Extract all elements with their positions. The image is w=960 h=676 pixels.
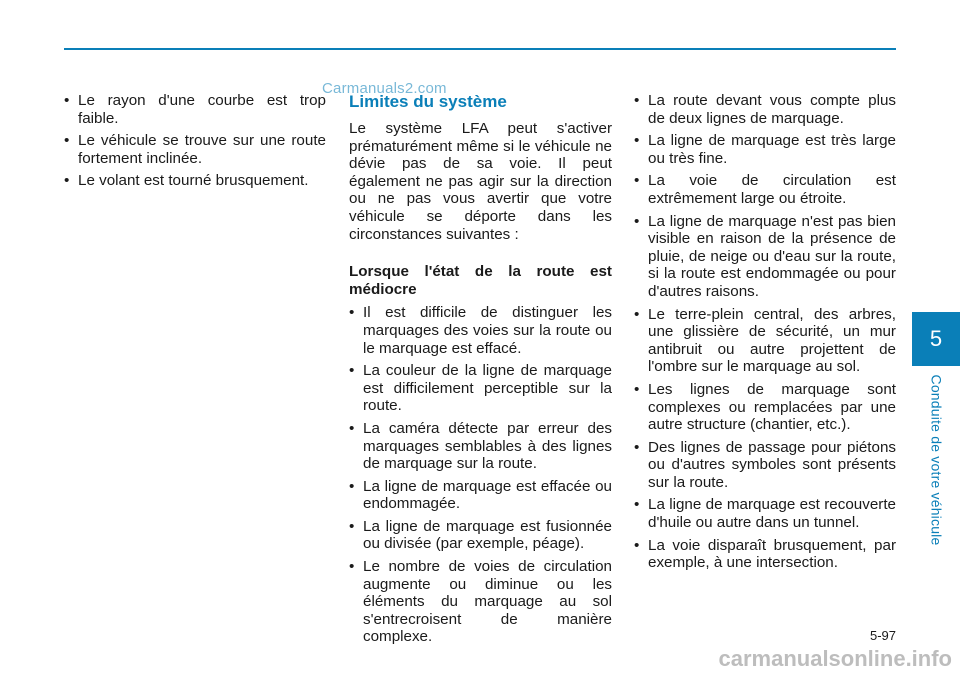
list-item: • Le rayon d'une courbe est trop faible. — [64, 92, 326, 127]
list-item: • Le véhicule se trouve sur une route fortement inclinée. — [64, 132, 326, 167]
chapter-label-text: Conduite de votre véhicule — [928, 374, 945, 546]
right-column — [634, 92, 896, 577]
middle-bullet-list — [349, 304, 612, 646]
list-item: • La voie de circulation est extrêmement large ou étroite. — [634, 172, 896, 207]
right-bullet-list — [634, 92, 896, 572]
list-item: • Il est difficile de distinguer les marquages des voies sur la route ou le marquage est effacé. — [349, 304, 612, 357]
list-item: • Des lignes de passage pour piétons ou d'autres symboles sont présents sur la route. — [634, 439, 896, 492]
middle-column — [349, 92, 612, 651]
list-item: • La route devant vous compte plus de deux lignes de marquage. — [634, 92, 896, 127]
left-bullet-list — [64, 92, 326, 190]
header-rule — [64, 48, 896, 50]
list-item: • La couleur de la ligne de marquage est difficilement perceptible sur la route. — [349, 362, 612, 415]
list-item: • La ligne de marquage est recouverte d'huile ou autre dans un tunnel. — [634, 496, 896, 531]
chapter-tab[interactable]: 5 — [912, 312, 960, 366]
watermark-top: Carmanuals2.com — [322, 80, 447, 97]
chapter-label — [924, 372, 948, 548]
list-item: • La voie disparaît brusquement, par exemple, à une intersection. — [634, 537, 896, 572]
list-item: • Le nombre de voies de circulation augmente ou diminue ou les éléments du marquage au sol s'entrecroisent de manière complexe. — [349, 558, 612, 646]
list-item: • La ligne de marquage n'est pas bien visible en raison de la présence de pluie, de neige ou d'eau sur la route, si la route est endommagée ou pour d'autres raisons. — [634, 213, 896, 301]
list-item: • La ligne de marquage est fusionnée ou divisée (par exemple, péage). — [349, 518, 612, 553]
page-number: 5-97 — [869, 628, 896, 643]
watermark-bottom: carmanualsonline.info — [718, 646, 952, 671]
list-item: • La ligne de marquage est très large ou très fine. — [634, 132, 896, 167]
subheading: Lorsque l'état de la route est médiocre — [349, 263, 612, 298]
list-item: • Le volant est tourné brusquement. — [64, 172, 326, 190]
list-item: • Le terre-plein central, des arbres, une glissière de sécurité, un mur antibruit ou autre projettent de l'ombre sur le marquage au sol. — [634, 306, 896, 376]
list-item: • La caméra détecte par erreur des marquages semblables à des lignes de marquage sur la route. — [349, 420, 612, 473]
list-item: • La ligne de marquage est effacée ou endommagée. — [349, 478, 612, 513]
list-item: • Les lignes de marquage sont complexes ou remplacées par une autre structure (chantier, etc.). — [634, 381, 896, 434]
left-column — [64, 92, 326, 195]
intro-paragraph: Le système LFA peut s'activer prématurément même si le véhicule ne dévie pas de sa voie. Il peut également ne pas agir sur la direction ou ne pas vous avertir que votre véhicule se déporte dans les circonstances suivantes : — [349, 120, 612, 243]
section-title: Limites du système — [349, 92, 507, 111]
